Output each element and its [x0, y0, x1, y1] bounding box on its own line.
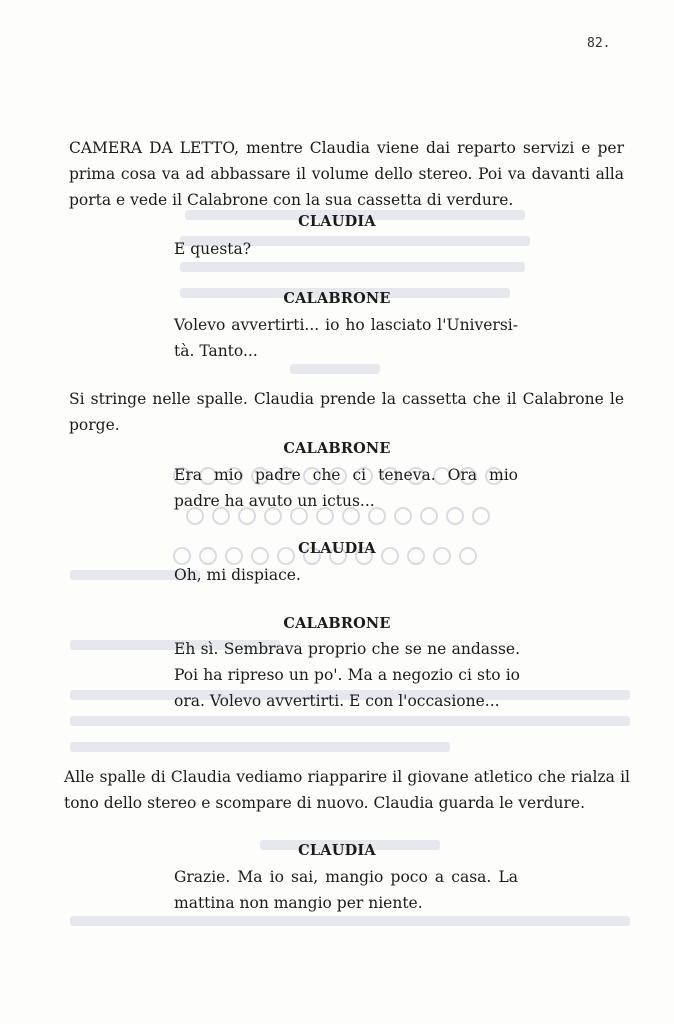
dialogue-line: E questa? — [174, 240, 252, 258]
dialogue-line: Eh sì. Sembrava proprio che se ne andasse. Poi ha ripreso un po'. Ma a negozio ci sto io ora. Volevo avvertirti. E con l'occasione... — [174, 640, 520, 710]
character-name: CLAUDIA — [298, 213, 376, 230]
character-name: CLAUDIA — [298, 540, 376, 557]
character-name: CLAUDIA — [298, 842, 376, 859]
action-paragraph: Si stringe nelle spalle. Claudia prende la cassetta che il Calabrone le porge. — [69, 390, 624, 434]
dialogue-line: Era mio padre che ci teneva. Ora mio padre ha avuto un ictus... — [174, 466, 518, 510]
dialogue-line: Volevo avvertirti... io ho lasciato l'Universi-tà. Tanto... — [174, 316, 518, 360]
character-name: CALABRONE — [283, 290, 391, 307]
character-name: CALABRONE — [283, 440, 391, 457]
dialogue-line: Oh, mi dispiace. — [174, 566, 301, 584]
character-name: CALABRONE — [283, 615, 391, 632]
page-number: 82. — [587, 36, 611, 51]
dialogue-line: Grazie. Ma io sai, mangio poco a casa. La mattina non mangio per niente. — [174, 868, 518, 912]
action-paragraph: CAMERA DA LETTO, mentre Claudia viene dai reparto servizi e per prima cosa va ad abbassare il volume dello stereo. Poi va davanti alla porta e vede il Calabrone con la sua cassetta di verdure. — [69, 139, 624, 209]
action-paragraph: Alle spalle di Claudia vediamo riapparire il giovane atletico che rialza il tono dello stereo e scompare di nuovo. Claudia guarda le verdure. — [64, 768, 630, 812]
